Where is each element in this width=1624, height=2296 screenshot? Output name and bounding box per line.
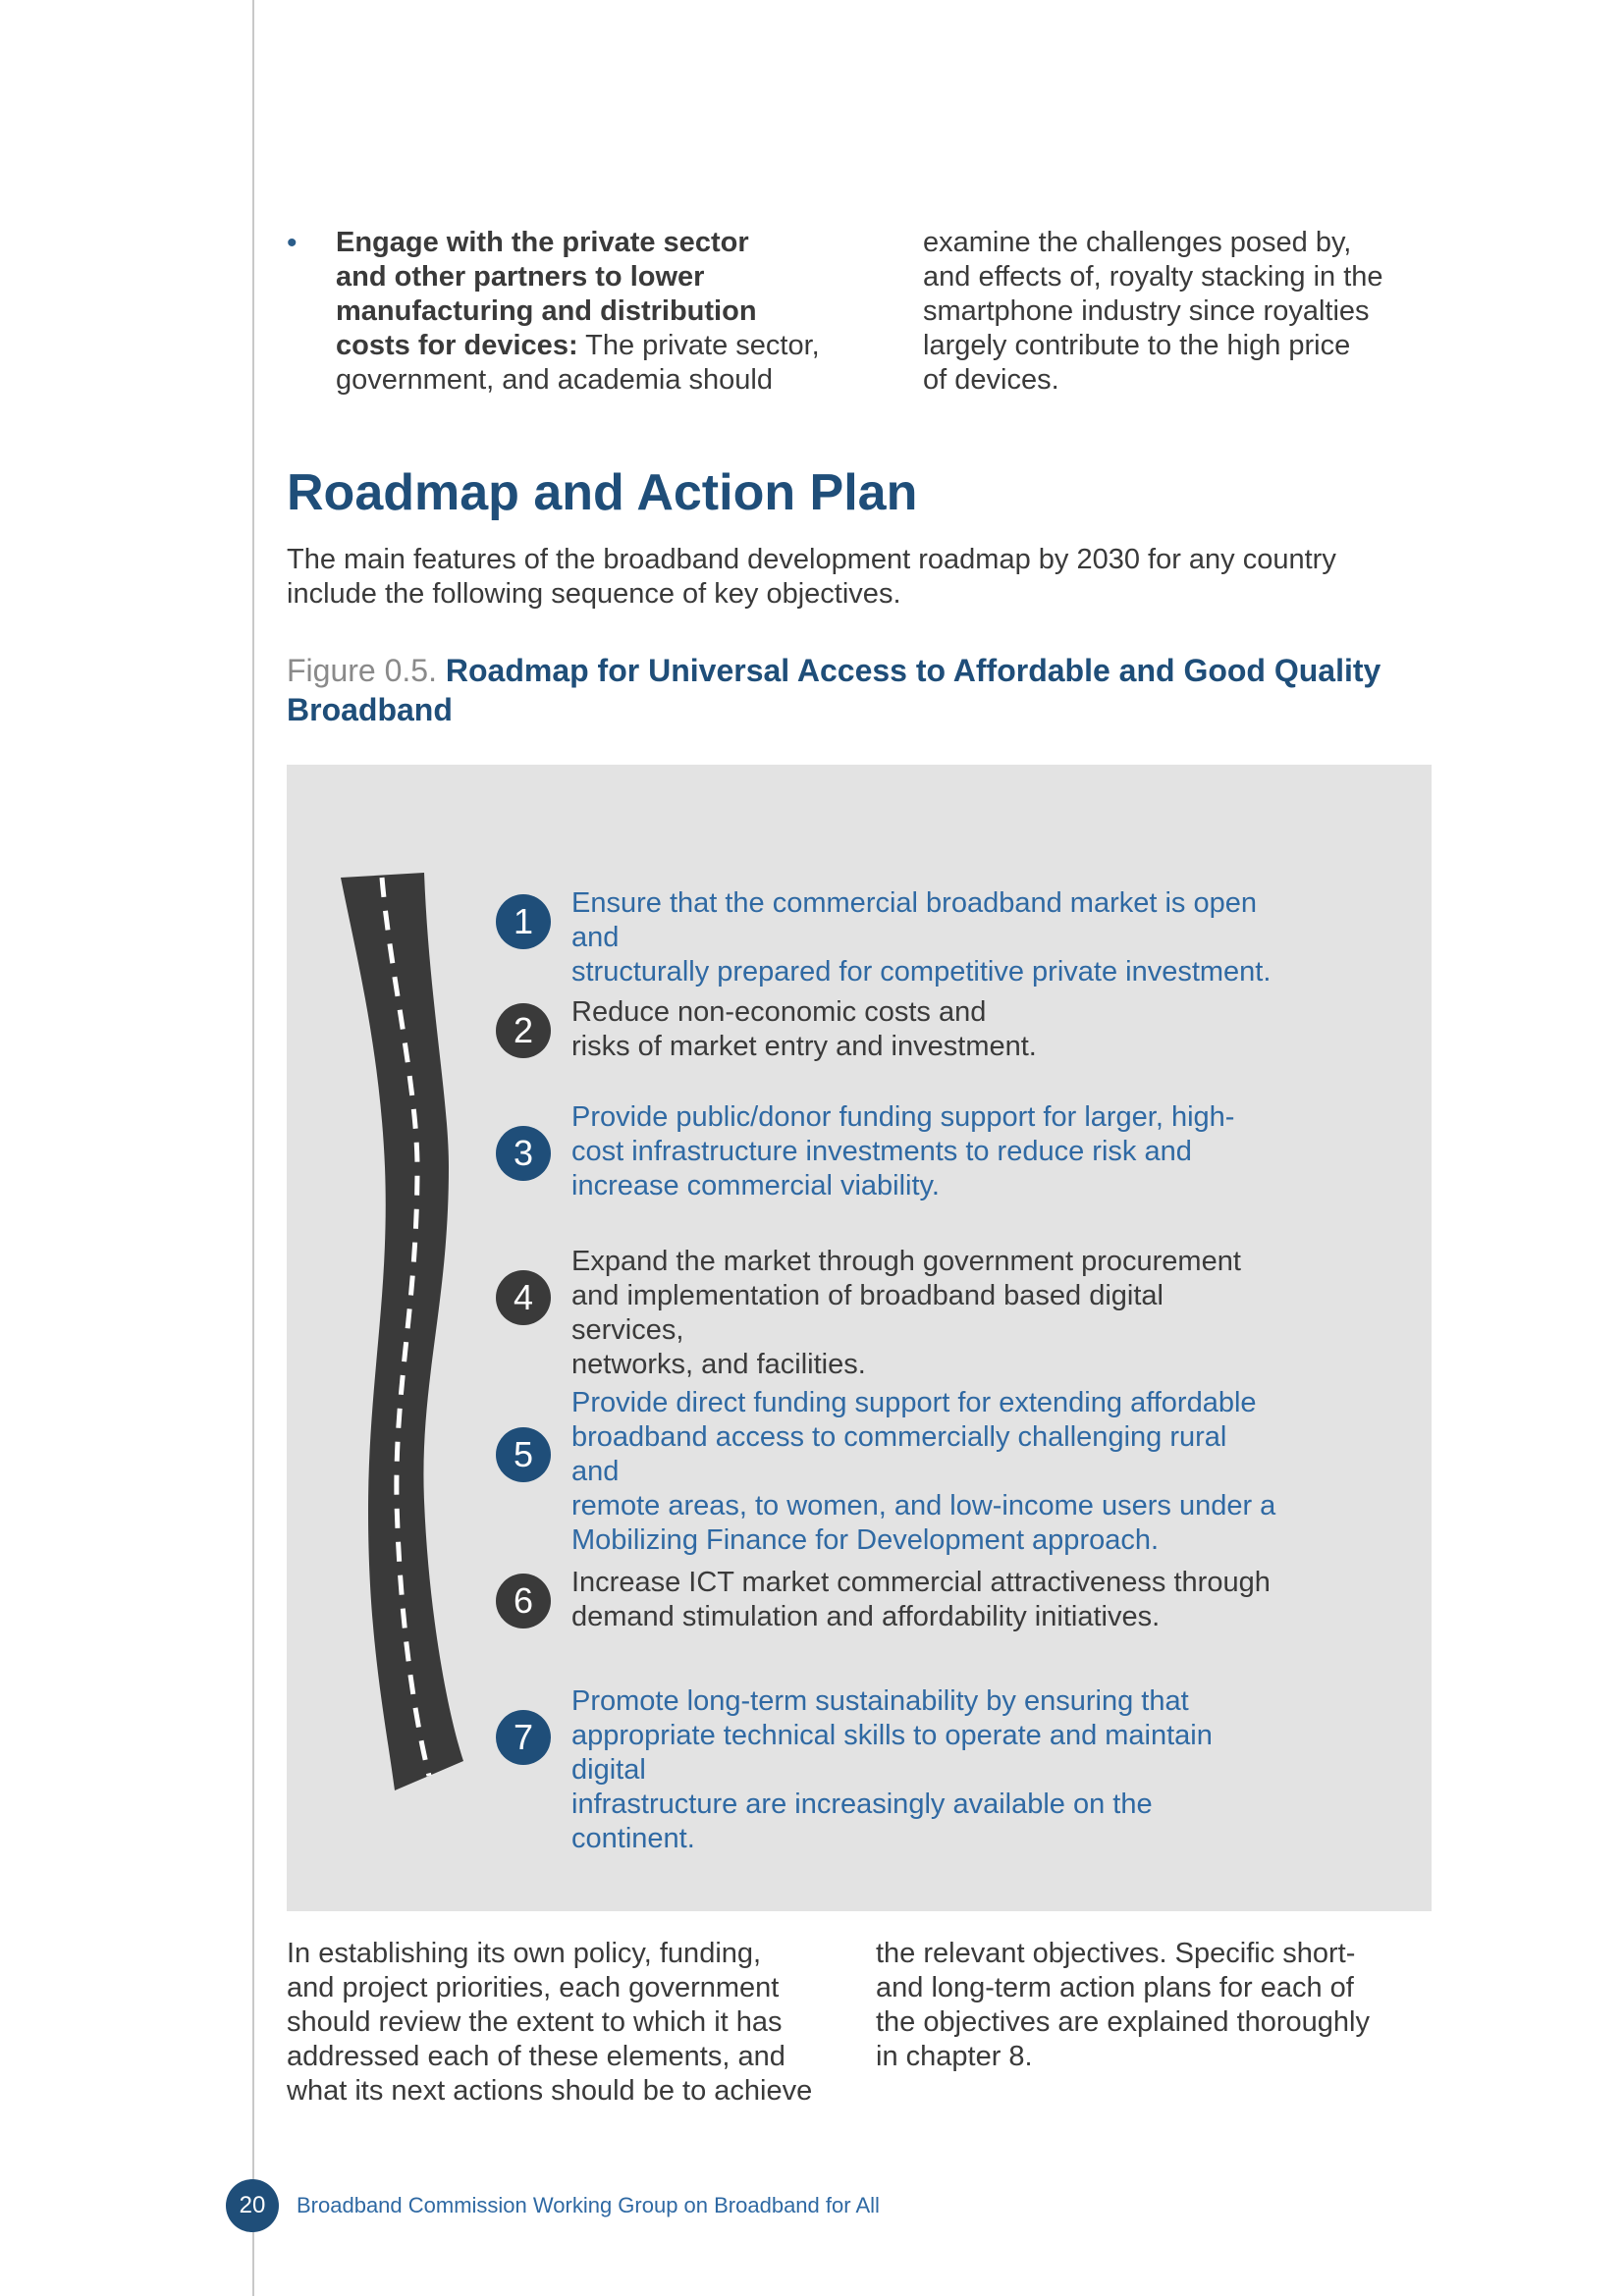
page-number-badge: 20: [226, 2179, 279, 2232]
step-number-badge: 5: [496, 1427, 551, 1482]
step-number-badge: 2: [496, 1003, 551, 1058]
step-line: demand stimulation and affordability initiatives.: [571, 1601, 1161, 1632]
figure-caption: [287, 651, 1445, 729]
right-column-line: and effects of, royalty stacking in the: [923, 261, 1383, 293]
right-column-line: examine the challenges posed by,: [923, 227, 1352, 258]
paragraph-line: addressed each of these elements, and: [287, 2041, 785, 2072]
step-number-badge: 6: [496, 1574, 551, 1629]
bullet-text: [336, 226, 837, 398]
step-line: increase commercial viability.: [571, 1170, 940, 1201]
step-line: Provide direct funding support for extending affordable: [571, 1387, 1257, 1418]
step-text: [571, 995, 1281, 1064]
step-text: [571, 1566, 1281, 1634]
bottom-left-paragraph: [287, 1937, 856, 2109]
bullet-bold-line: and other partners to lower: [336, 261, 705, 293]
bullet-item-devices: [287, 226, 837, 398]
step-line: networks, and facilities.: [571, 1349, 866, 1380]
step-line: structurally prepared for competitive private investment.: [571, 956, 1272, 988]
bullet-text-line: government, and academia should: [336, 364, 773, 396]
roadmap-step-1: [496, 886, 1281, 989]
right-column-line: largely contribute to the high price: [923, 330, 1351, 361]
figure-title-line: Broadband: [287, 692, 453, 727]
roadmap-step-6: [496, 1566, 1281, 1634]
paragraph-line: the relevant objectives. Specific short-: [876, 1938, 1356, 1969]
section-heading: Roadmap and Action Plan: [287, 464, 918, 521]
paragraph-line: should review the extent to which it has: [287, 2006, 783, 2038]
bullet-bold-line: Engage with the private sector: [336, 227, 749, 258]
right-column-text: [923, 226, 1434, 398]
step-line: and implementation of broadband based digital services,: [571, 1280, 1164, 1346]
step-line: Mobilizing Finance for Development approach.: [571, 1524, 1160, 1556]
step-line: remote areas, to women, and low-income users under a: [571, 1490, 1276, 1522]
step-line: broadband access to commercially challenging rural and: [571, 1421, 1227, 1487]
roadmap-figure: [287, 765, 1432, 1911]
right-column-line: smartphone industry since royalties: [923, 295, 1370, 327]
section-intro: [287, 543, 1445, 612]
bullet-dot-icon: •: [287, 227, 298, 259]
step-line: Reduce non-economic costs and: [571, 996, 987, 1028]
page-margin-rule: [252, 0, 254, 2296]
step-line: Increase ICT market commercial attractiveness through: [571, 1567, 1271, 1598]
step-number-badge: 4: [496, 1270, 551, 1325]
paragraph-line: what its next actions should be to achieve: [287, 2075, 813, 2107]
figure-label: Figure 0.5.: [287, 653, 437, 688]
step-line: Provide public/donor funding support for larger, high-: [571, 1101, 1235, 1133]
roadmap-step-4: [496, 1245, 1281, 1382]
figure-title-line: Roadmap for Universal Access to Affordable and Good Quality: [445, 653, 1381, 688]
paragraph-line: and project priorities, each government: [287, 1972, 780, 2003]
roadmap-step-5: [496, 1386, 1281, 1558]
step-number-badge: 3: [496, 1126, 551, 1181]
step-line: cost infrastructure investments to reduce risk and: [571, 1136, 1192, 1167]
bottom-right-paragraph: [876, 1937, 1426, 2074]
paragraph-line: in chapter 8.: [876, 2041, 1033, 2072]
right-column-line: of devices.: [923, 364, 1059, 396]
step-line: appropriate technical skills to operate and maintain digital: [571, 1720, 1213, 1786]
intro-line: include the following sequence of key objectives.: [287, 578, 901, 610]
paragraph-line: and long-term action plans for each of: [876, 1972, 1354, 2003]
step-number-badge: 1: [496, 894, 551, 949]
footer-title: Broadband Commission Working Group on Broadband for All: [297, 2193, 880, 2217]
step-line: Expand the market through government procurement: [571, 1246, 1241, 1277]
road-illustration-icon: [341, 873, 478, 1795]
roadmap-step-2: [496, 995, 1281, 1064]
bullet-bold-line: manufacturing and distribution: [336, 295, 757, 327]
bullet-bold-line: costs for devices:: [336, 330, 578, 361]
bullet-text-line: The private sector,: [577, 330, 820, 361]
paragraph-line: In establishing its own policy, funding,: [287, 1938, 762, 1969]
step-text: [571, 1386, 1281, 1558]
paragraph-line: the objectives are explained thoroughly: [876, 2006, 1370, 2038]
step-text: [571, 1100, 1281, 1203]
step-number-badge: 7: [496, 1710, 551, 1765]
step-text: [571, 1684, 1281, 1856]
step-line: Promote long-term sustainability by ensuring that: [571, 1685, 1189, 1717]
step-line: Ensure that the commercial broadband market is open and: [571, 887, 1257, 953]
step-line: infrastructure are increasingly available on the continent.: [571, 1789, 1153, 1854]
intro-line: The main features of the broadband development roadmap by 2030 for any country: [287, 544, 1336, 575]
roadmap-step-7: [496, 1684, 1281, 1856]
step-text: [571, 1245, 1281, 1382]
step-line: risks of market entry and investment.: [571, 1031, 1037, 1062]
roadmap-step-3: [496, 1100, 1281, 1203]
step-text: [571, 886, 1281, 989]
